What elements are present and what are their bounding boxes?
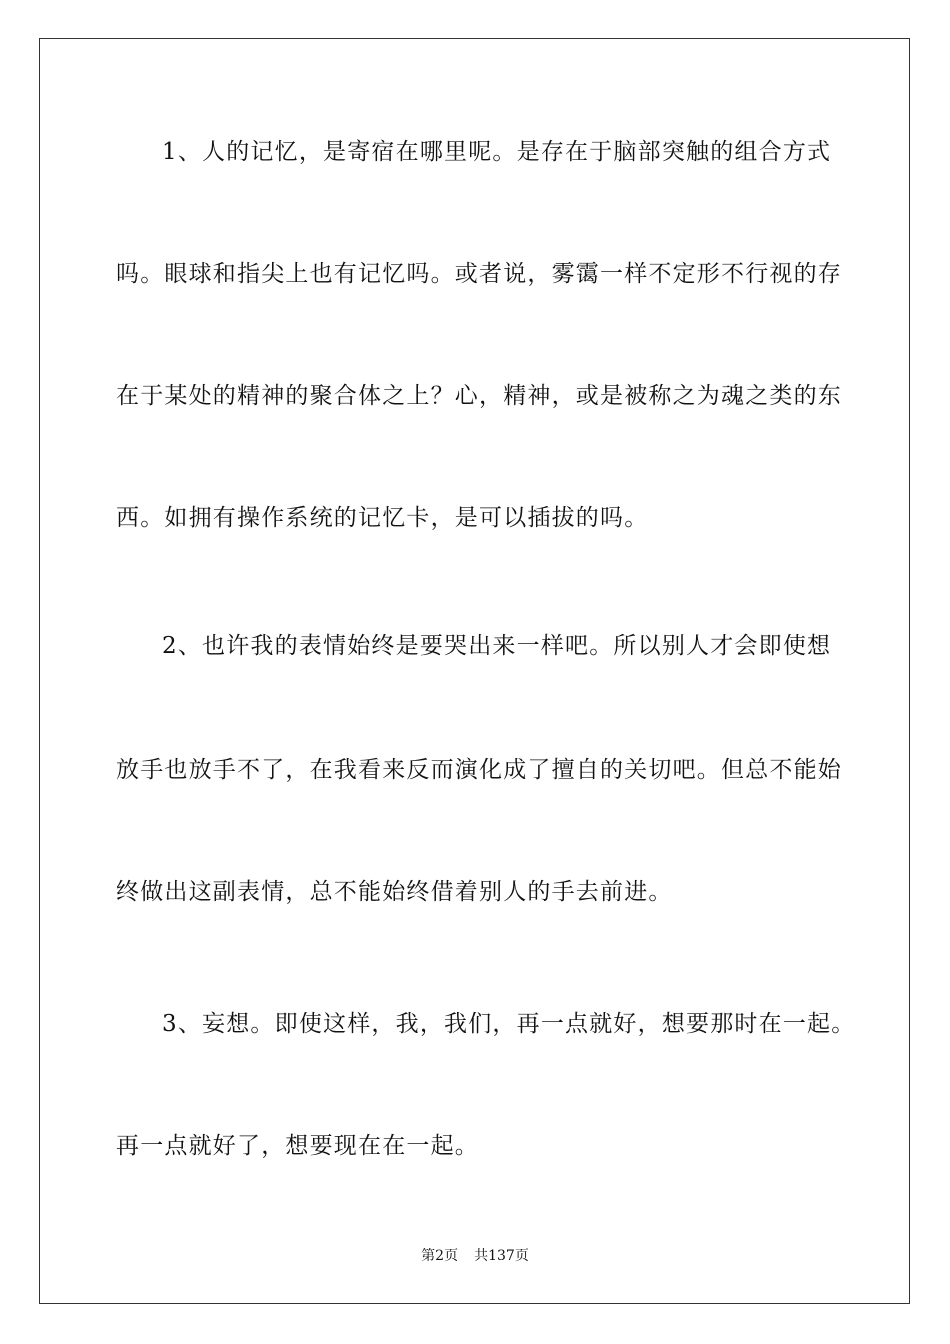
paragraph-2-line-1: 2、也许我的表情始终是要哭出来一样吧。所以别人才会即使想: [162, 633, 832, 659]
paragraph-1-line-3: 在于某处的精神的聚合体之上？心，精神，或是被称之为魂之类的东: [116, 383, 842, 409]
page-number: 第2页: [421, 1248, 459, 1264]
paragraph-3-line-2: 再一点就好了，想要现在在一起。: [116, 1133, 479, 1159]
paragraph-2-line-2: 放手也放手不了，在我看来反而演化成了擅自的关切吧。但总不能始: [116, 757, 842, 783]
paragraph-1-line-1: 1、人的记忆，是寄宿在哪里呢。是存在于脑部突触的组合方式: [162, 139, 832, 165]
paragraph-3-line-1: 3、妄想。即使这样，我，我们，再一点就好，想要那时在一起。: [162, 1011, 856, 1037]
paragraph-2-line-3: 终做出这副表情，总不能始终借着别人的手去前进。: [116, 879, 673, 905]
page-total: 共137页: [474, 1248, 529, 1264]
paragraph-1-line-2: 吗。眼球和指尖上也有记忆吗。或者说，雾霭一样不定形不行视的存: [116, 261, 842, 287]
page-footer: [0, 1247, 950, 1265]
page-border: [39, 38, 910, 1304]
paragraph-1-line-4: 西。如拥有操作系统的记忆卡，是可以插拔的吗。: [116, 505, 649, 531]
